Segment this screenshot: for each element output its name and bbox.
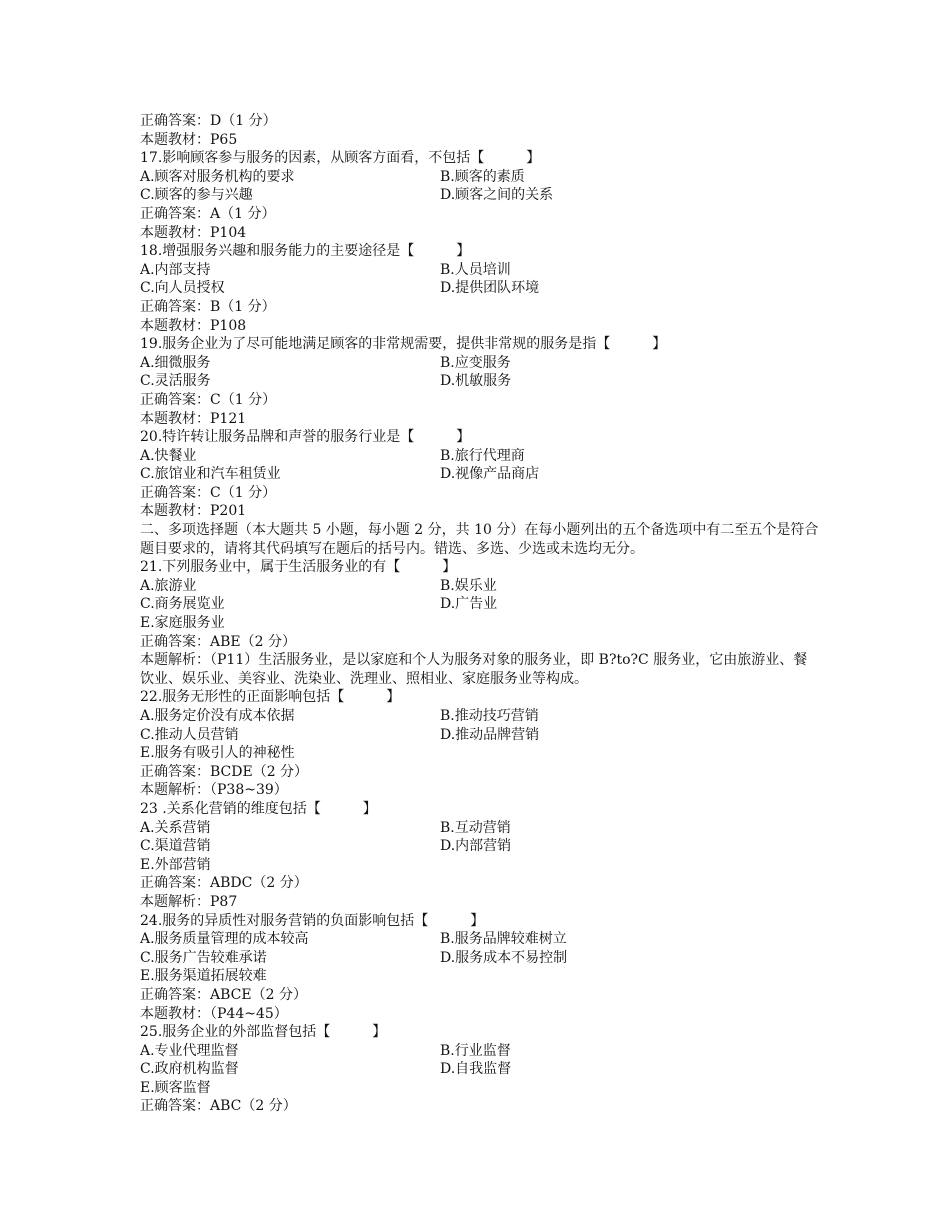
option-d: D.顾客之间的关系 bbox=[440, 187, 554, 204]
option-c: C.服务广告较难承诺 bbox=[140, 949, 267, 966]
option-row bbox=[140, 1060, 820, 1079]
question-17 bbox=[140, 149, 820, 242]
option-a: A.顾客对服务机构的要求 bbox=[140, 168, 295, 185]
question-stem: 18.增强服务兴趣和服务能力的主要途径是【 】 bbox=[140, 243, 471, 260]
option-b: B.服务品牌较难树立 bbox=[440, 931, 567, 948]
option-row bbox=[140, 837, 820, 856]
option-d: D.服务成本不易控制 bbox=[440, 949, 568, 966]
option-row bbox=[140, 595, 820, 614]
question-stem: 21.下列服务业中，属于生活服务业的有【 】 bbox=[140, 559, 457, 576]
answer-line: 正确答案：D（1 分） bbox=[140, 113, 277, 129]
option-e: E.家庭服务业 bbox=[140, 615, 225, 632]
option-row bbox=[140, 279, 820, 298]
explanation: 本题解析：（P11）生活服务业，是以家庭和个人为服务对象的服务业，即 B?to?C 服务业，它由旅游业、餐饮业、娱乐业、美容业、洗染业、洗理业、照相业、家庭服务业等构成。 bbox=[140, 652, 808, 687]
option-a: A.内部支持 bbox=[140, 261, 211, 278]
option-a: A.快餐业 bbox=[140, 447, 197, 464]
question-21 bbox=[140, 558, 820, 688]
option-d: D.机敏服务 bbox=[440, 373, 512, 390]
option-b: B.行业监督 bbox=[440, 1042, 511, 1059]
option-row bbox=[140, 949, 820, 968]
question-stem: 25.服务企业的外部监督包括【 】 bbox=[140, 1024, 387, 1041]
question-stem: 24.服务的异质性对服务营销的负面影响包括【 】 bbox=[140, 912, 485, 929]
option-b: B.推动技巧营销 bbox=[440, 708, 539, 724]
option-e: E.服务有吸引人的神秘性 bbox=[140, 745, 295, 762]
answer-line: 正确答案：A（1 分） bbox=[140, 205, 276, 222]
answer-line: 正确答案：ABDC（2 分） bbox=[140, 875, 308, 892]
option-b: B.顾客的素质 bbox=[440, 168, 525, 185]
textbook-reference: 本题教材：P201 bbox=[140, 503, 247, 520]
option-row bbox=[140, 577, 820, 596]
answer-line: 正确答案：B（1 分） bbox=[140, 298, 276, 315]
option-c: C.政府机构监督 bbox=[140, 1061, 239, 1078]
option-a: A.旅游业 bbox=[140, 577, 197, 594]
option-row bbox=[140, 261, 820, 280]
question-stem: 17.影响顾客参与服务的因素，从顾客方面看，不包括【 】 bbox=[140, 150, 541, 167]
option-c: C.顾客的参与兴趣 bbox=[140, 187, 253, 204]
option-c: C.渠道营销 bbox=[140, 838, 211, 855]
option-c: C.旅馆业和汽车租赁业 bbox=[140, 466, 281, 483]
question-20 bbox=[140, 428, 820, 521]
option-row bbox=[140, 465, 820, 484]
answer-line: 正确答案：ABE（2 分） bbox=[140, 633, 296, 650]
option-row bbox=[140, 930, 820, 949]
option-row bbox=[140, 354, 820, 373]
textbook-reference: 本题教材：P108 bbox=[140, 317, 247, 334]
question-18 bbox=[140, 242, 820, 335]
option-e: E.外部营销 bbox=[140, 856, 211, 873]
exam-document bbox=[140, 112, 820, 1116]
textbook-reference: 本题教材：（P44~45） bbox=[140, 1005, 288, 1022]
option-a: A.服务质量管理的成本较高 bbox=[140, 931, 309, 948]
answer-line: 正确答案：BCDE（2 分） bbox=[140, 763, 309, 780]
option-b: B.旅行代理商 bbox=[440, 447, 525, 464]
question-stem: 19.服务企业为了尽可能地满足顾客的非常规需要，提供非常规的服务是指【 】 bbox=[140, 336, 667, 353]
option-d: D.推动品牌营销 bbox=[440, 726, 540, 743]
option-e: E.顾客监督 bbox=[140, 1079, 211, 1096]
answer-line: 正确答案：C（1 分） bbox=[140, 484, 277, 501]
question-stem: 23 .关系化营销的维度包括【 】 bbox=[140, 800, 377, 817]
answer-line: 正确答案：ABCE（2 分） bbox=[140, 986, 307, 1003]
option-d: D.视像产品商店 bbox=[440, 466, 540, 483]
option-row bbox=[140, 1042, 820, 1061]
option-a: A.细微服务 bbox=[140, 354, 211, 371]
option-b: B.应变服务 bbox=[440, 354, 511, 371]
question-19 bbox=[140, 335, 820, 428]
option-d: D.提供团队环境 bbox=[440, 280, 540, 297]
textbook-reference: 本题教材：P65 bbox=[140, 131, 238, 148]
option-row bbox=[140, 372, 820, 391]
explanation: 本题解析：P87 bbox=[140, 893, 238, 910]
option-row bbox=[140, 707, 820, 726]
option-a: A.服务定价没有成本依据 bbox=[140, 708, 295, 724]
answer-line: 正确答案：C（1 分） bbox=[140, 391, 277, 408]
question-25 bbox=[140, 1023, 820, 1116]
option-d: D.内部营销 bbox=[440, 838, 512, 855]
answer-line: 正确答案：ABC（2 分） bbox=[140, 1098, 297, 1115]
question-stem: 22.服务无形性的正面影响包括【 】 bbox=[140, 689, 401, 706]
option-c: C.商务展览业 bbox=[140, 596, 225, 613]
option-b: B.人员培训 bbox=[440, 261, 511, 278]
option-a: A.专业代理监督 bbox=[140, 1042, 239, 1059]
option-c: C.向人员授权 bbox=[140, 280, 225, 297]
option-c: C.推动人员营销 bbox=[140, 726, 239, 743]
option-e: E.服务渠道拓展较难 bbox=[140, 968, 267, 985]
question-23 bbox=[140, 800, 820, 912]
section-heading: 二、多项选择题（本大题共 5 小题，每小题 2 分，共 10 分）在每小题列出的五个备选项中有二至五个是符合题目要求的，请将其代码填写在题后的括号内。错选、多选、少选或未选均无分。 bbox=[140, 522, 819, 557]
option-row bbox=[140, 447, 820, 466]
textbook-reference: 本题教材：P104 bbox=[140, 224, 247, 241]
option-row bbox=[140, 726, 820, 745]
option-b: B.娱乐业 bbox=[440, 577, 497, 594]
option-c: C.灵活服务 bbox=[140, 373, 211, 390]
textbook-reference: 本题教材：P121 bbox=[140, 410, 247, 427]
option-row bbox=[140, 819, 820, 838]
option-row bbox=[140, 186, 820, 205]
option-d: D.自我监督 bbox=[440, 1061, 512, 1078]
question-24 bbox=[140, 912, 820, 1024]
explanation: 本题解析：（P38~39） bbox=[140, 782, 288, 799]
option-d: D.广告业 bbox=[440, 596, 498, 613]
question-stem: 20.特许转让服务品牌和声誉的服务行业是【 】 bbox=[140, 429, 471, 446]
option-row bbox=[140, 168, 820, 187]
question-22 bbox=[140, 688, 820, 800]
option-b: B.互动营销 bbox=[440, 819, 511, 836]
option-a: A.关系营销 bbox=[140, 819, 211, 836]
